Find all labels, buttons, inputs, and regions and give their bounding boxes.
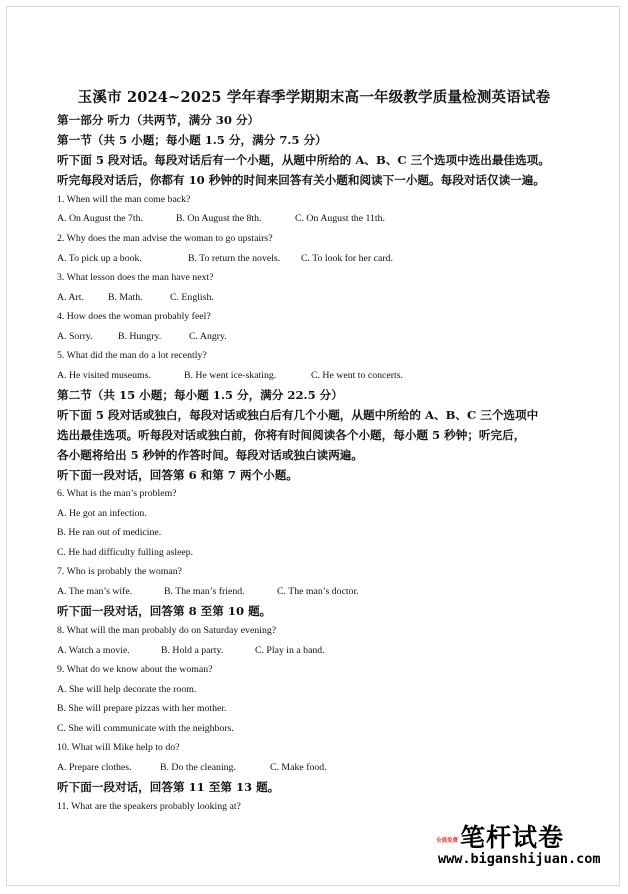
option-b: B. Hold a party.	[161, 645, 224, 656]
option-a: A. Sorry.	[57, 331, 93, 342]
question-5: 5. What did the man do a lot recently?	[57, 350, 207, 361]
question-7-options	[57, 585, 359, 599]
question-3: 3. What lesson does the man have next?	[57, 272, 214, 283]
group-heading: 听下面一段对话，回答第 6 和第 7 两个小题。	[57, 468, 298, 482]
option-c: C. On August the 11th.	[295, 213, 385, 224]
option-a: A. On August the 7th.	[57, 213, 143, 224]
section2-instruction-line: 选出最佳选项。听每段对话或独白前，你将有时间阅读各个小题，每小题 5 秒钟；听完后，	[57, 428, 526, 442]
question-10-options	[57, 761, 327, 775]
question-4: 4. How does the woman probably feel?	[57, 311, 211, 322]
option-b: B. To return the novels.	[188, 253, 281, 264]
group-heading: 听下面一段对话，回答第 8 至第 10 题。	[57, 604, 272, 618]
option-a: A. Watch a movie.	[57, 645, 130, 656]
option-a: A. He got an infection.	[57, 508, 147, 519]
watermark-brand: 笔杆试卷	[460, 823, 565, 852]
question-2: 2. Why does the man advise the woman to go upstairs?	[57, 233, 273, 244]
section2-instruction-line: 听下面 5 段对话或独白，每段对话或独白后有几个小题，从题中所给的 A、B、C 三个选项中	[57, 408, 539, 422]
option-b: B. On August the 8th.	[176, 213, 262, 224]
option-a: A. He visited museums.	[57, 370, 151, 381]
option-c: C. To look for her card.	[301, 253, 393, 264]
option-b: B. He ran out of medicine.	[57, 527, 162, 538]
option-c: C. The man’s doctor.	[277, 586, 359, 597]
option-b: B. He went ice-skating.	[184, 370, 277, 381]
option-c: C. Angry.	[189, 331, 227, 342]
question-11: 11. What are the speakers probably looking at?	[57, 801, 241, 812]
question-10: 10. What will Mike help to do?	[57, 742, 180, 753]
option-b: B. Hungry.	[118, 331, 162, 342]
option-a: A. The man’s wife.	[57, 586, 133, 597]
option-c: C. He went to concerts.	[311, 370, 403, 381]
question-6: 6. What is the man’s problem?	[57, 488, 177, 499]
exam-title: 玉溪市 2024~2025 学年春季学期期末高一年级教学质量检测英语试卷	[77, 89, 551, 106]
section1-heading: 第一节（共 5 小题；每小题 1.5 分，满分 7.5 分）	[57, 133, 327, 147]
option-b: B. Math.	[108, 292, 143, 303]
section1-instruction-line: 听完每段对话后，你都有 10 秒钟的时间来回答有关小题和阅读下一小题。每段对话仅读一遍。	[57, 173, 545, 187]
option-a: A. She will help decorate the room.	[57, 684, 197, 695]
watermark-url: www.biganshijuan.com	[438, 851, 601, 867]
question-8-options	[57, 644, 325, 658]
option-c: C. Play in a band.	[255, 645, 325, 656]
group-heading: 听下面一段对话，回答第 11 至第 13 题。	[57, 780, 280, 794]
question-8: 8. What will the man probably do on Saturday evening?	[57, 625, 277, 636]
question-1-options	[57, 212, 385, 226]
option-a: A. Art.	[57, 292, 84, 303]
option-c: C. He had difficulty fulling asleep.	[57, 547, 194, 558]
question-4-options	[57, 330, 227, 344]
section1-instruction-line: 听下面 5 段对话。每段对话后有一个小题，从题中所给的 A、B、C 三个选项中选出最佳选项。	[57, 153, 550, 167]
option-b: B. Do the cleaning.	[160, 762, 236, 773]
question-9: 9. What do we know about the woman?	[57, 664, 213, 675]
question-5-options	[57, 369, 403, 383]
question-7: 7. Who is probably the woman?	[57, 566, 182, 577]
section2-heading: 第二节（共 15 小题；每小题 1.5 分，满分 22.5 分）	[57, 388, 343, 402]
option-c: C. Make food.	[270, 762, 327, 773]
question-2-options	[57, 252, 393, 266]
part1-heading: 第一部分 听力（共两节，满分 30 分）	[57, 113, 260, 127]
option-c: C. She will communicate with the neighbors.	[57, 723, 234, 734]
watermark-logo	[436, 818, 606, 874]
question-1: 1. When will the man come back?	[57, 194, 191, 205]
question-3-options	[57, 291, 214, 305]
watermark-free-label: 全部免费	[436, 838, 459, 844]
option-b: B. She will prepare pizzas with her mother.	[57, 703, 227, 714]
option-c: C. English.	[170, 292, 214, 303]
option-a: A. Prepare clothes.	[57, 762, 132, 773]
option-a: A. To pick up a book.	[57, 253, 142, 264]
option-b: B. The man’s friend.	[164, 586, 245, 597]
section2-instruction-line: 各小题将给出 5 秒钟的作答时间。每段对话或独白读两遍。	[57, 448, 363, 462]
